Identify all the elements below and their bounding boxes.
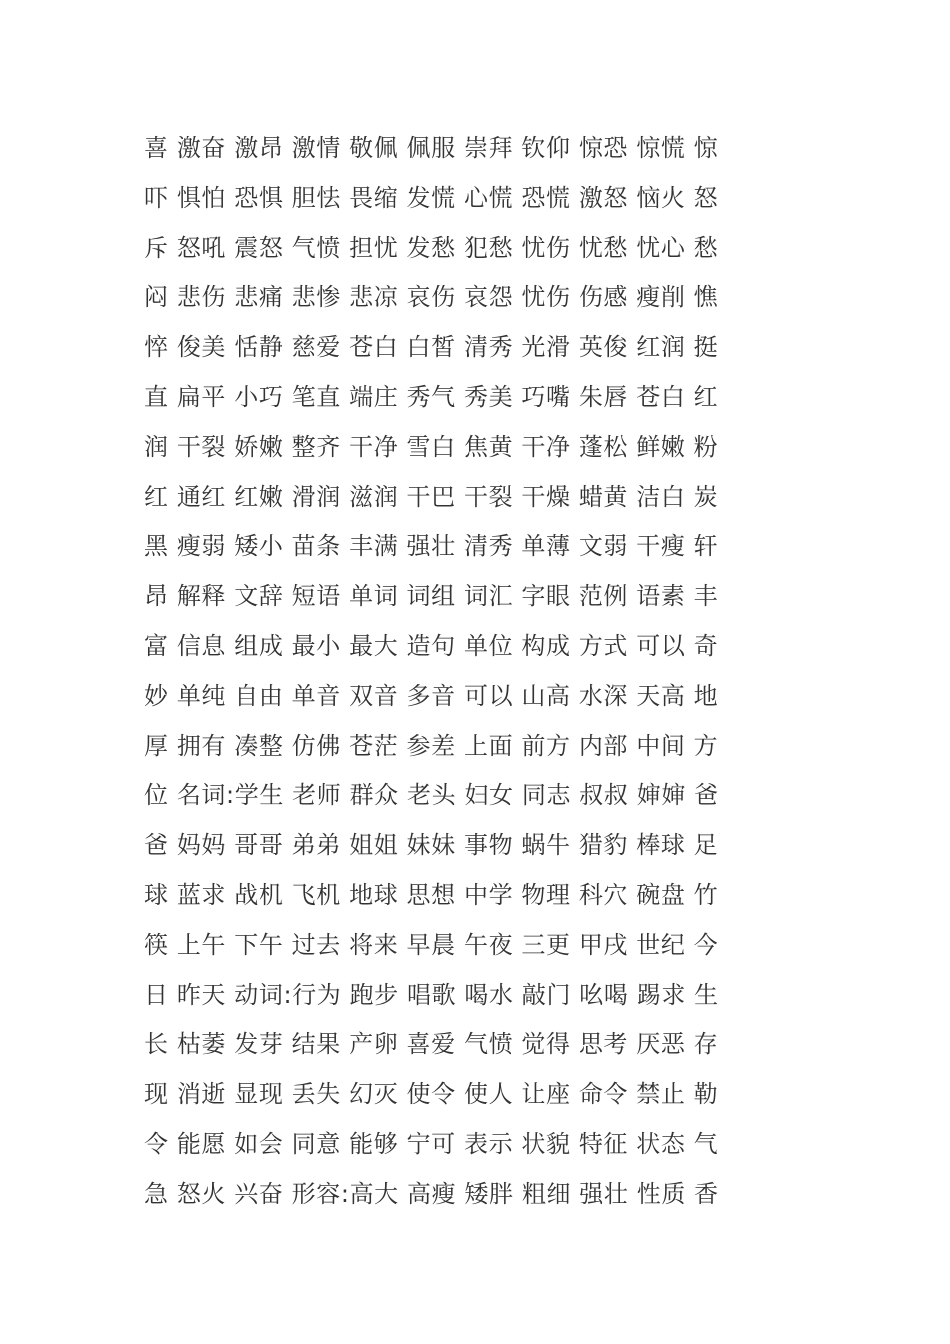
text-line: 筷 上午 下午 过去 将来 早晨 午夜 三更 甲戌 世纪 今: [144, 930, 719, 959]
text-line: 长 枯萎 发芽 结果 产卵 喜爱 气愤 觉得 思考 厌恶 存: [144, 1030, 719, 1059]
text-line: 红 通红 红嫩 滑润 滋润 干巴 干裂 干燥 蜡黄 洁白 炭: [144, 482, 719, 511]
text-line: 黑 瘦弱 矮小 苗条 丰满 强壮 清秀 单薄 文弱 干瘦 轩: [144, 532, 719, 561]
text-line: 令 能愿 如会 同意 能够 宁可 表示 状貌 特征 状态 气: [144, 1129, 719, 1158]
text-line: 球 蓝求 战机 飞机 地球 思想 中学 物理 科穴 碗盘 竹: [144, 880, 719, 909]
word-list-body: [144, 124, 824, 1220]
text-line: 妙 单纯 自由 单音 双音 多音 可以 山高 水深 天高 地: [144, 681, 719, 710]
text-line: 现 消逝 显现 丢失 幻灭 使令 使人 让座 命令 禁止 勒: [144, 1080, 719, 1109]
text-line: 斥 怒吼 震怒 气愤 担忧 发愁 犯愁 忧伤 忧愁 忧心 愁: [144, 233, 719, 262]
text-line: 日 昨天 动词:行为 跑步 唱歌 喝水 敲门 吆喝 踢求 生: [144, 980, 719, 1009]
text-line: 闷 悲伤 悲痛 悲惨 悲凉 哀伤 哀怨 忧伤 伤感 瘦削 憔: [144, 283, 719, 312]
text-line: 直 扁平 小巧 笔直 端庄 秀气 秀美 巧嘴 朱唇 苍白 红: [144, 382, 719, 411]
text-line: 喜 激奋 激昂 激情 敬佩 佩服 崇拜 钦仰 惊恐 惊慌 惊: [144, 134, 719, 162]
text-line: 厚 拥有 凑整 仿佛 苍茫 参差 上面 前方 内部 中间 方: [144, 731, 719, 760]
text-line: 急 怒火 兴奋 形容:高大 高瘦 矮胖 粗细 强壮 性质 香: [144, 1179, 719, 1208]
text-line: 富 信息 组成 最小 最大 造句 单位 构成 方式 可以 奇: [144, 631, 719, 660]
text-line: 润 干裂 娇嫩 整齐 干净 雪白 焦黄 干净 蓬松 鲜嫩 粉: [144, 432, 719, 461]
text-line: 悴 俊美 恬静 慈爱 苍白 白皙 清秀 光滑 英俊 红润 挺: [144, 333, 719, 362]
text-line: 昂 解释 文辞 短语 单词 词组 词汇 字眼 范例 语素 丰: [144, 582, 719, 611]
text-line: 吓 惧怕 恐惧 胆怯 畏缩 发慌 心慌 恐慌 激怒 恼火 怒: [144, 183, 719, 212]
text-line: 位 名词:学生 老师 群众 老头 妇女 同志 叔叔 婶婶 爸: [144, 781, 719, 810]
text-line: 爸 妈妈 哥哥 弟弟 姐姐 妹妹 事物 蜗牛 猎豹 棒球 足: [144, 831, 719, 860]
